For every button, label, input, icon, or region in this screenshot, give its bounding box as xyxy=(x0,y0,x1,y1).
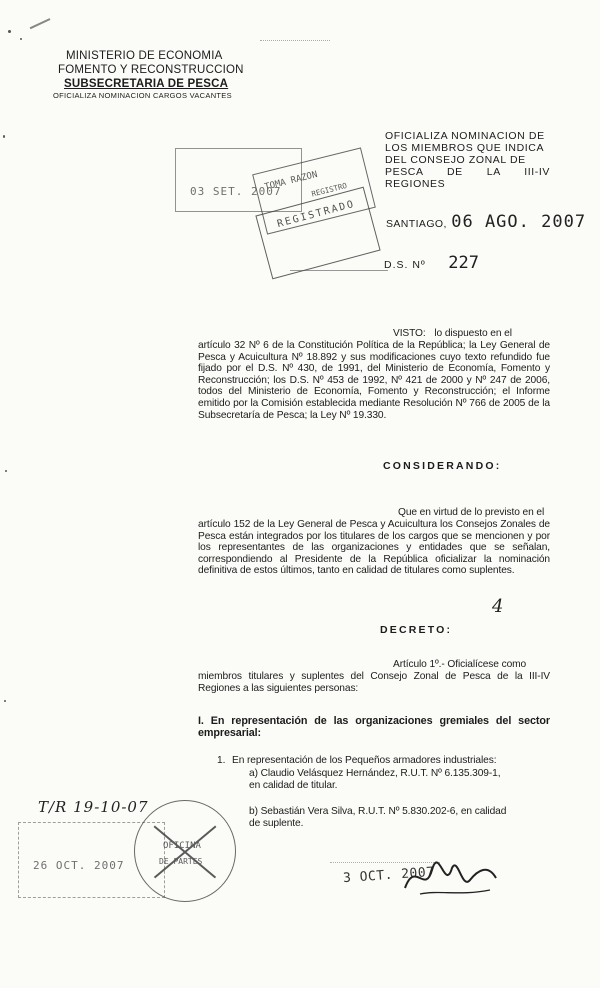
scan-speck xyxy=(20,38,22,40)
oficina-partes-stamp xyxy=(134,800,236,902)
visto-lead: VISTO: xyxy=(393,328,426,339)
decree-title xyxy=(385,130,550,190)
scan-scribble xyxy=(260,28,330,41)
visto-first: lo dispuesto en el xyxy=(434,328,512,339)
visto-first-line xyxy=(393,328,549,340)
articulo-paragraph: miembros titulares y suplentes del Consejo Zonal de Pesca de la III-IV Regiones a las siguientes personas: xyxy=(198,671,550,694)
handwritten-mark: 4 xyxy=(492,596,504,617)
scan-speck xyxy=(4,700,6,702)
visto-paragraph: artículo 32 Nº 6 de la Constitución Política de la República; la Ley General de Pesca y Acuicultura Nº 18.892 y sus modificaciones cuyo texto refundido fue fijado por el D.S. Nº 430, de 1991, del Ministerio de Economía, Fomento y Reconstrucción; los D.S. Nº 453 de 1992, Nº 421 de 2000 y Nº 247 de 2006, todos del Ministerio de Economía, Fomento y Reconstrucción; el Informe emitido por la Comisión establecida mediante Resolución Nº 766 de 2005 de la Subsecretaría de Pesca; la Ley Nº 19.330. xyxy=(198,340,550,421)
item-1b-line-1: b) Sebastián Vera Silva, R.U.T. Nº 5.830.202-6, en calidad xyxy=(249,806,507,817)
ministry-line-1: MINISTERIO DE ECONOMIA xyxy=(66,50,223,62)
registro-text: REGISTRO xyxy=(310,181,348,199)
subsecretaria-label: SUBSECRETARIA DE PESCA xyxy=(64,78,229,90)
decree-date: 06 AGO. 2007 xyxy=(451,212,587,232)
oficina-text: OFICINA xyxy=(163,841,201,851)
handwritten-toma-razon-note: T/R 19-10-07 xyxy=(38,798,149,816)
signature-stroke xyxy=(420,890,490,894)
registrado-text: REGISTRADO xyxy=(276,198,357,231)
articulo-first-line: Artículo 1º.- Oficialícese como xyxy=(393,659,527,670)
title-line-4: PESCA DE LA III-IV REGIONES xyxy=(385,166,550,190)
item-1-number: 1. xyxy=(217,755,226,766)
stamp-box-frame xyxy=(290,270,388,271)
decree-number: 227 xyxy=(448,253,479,273)
considerando-heading: CONSIDERANDO: xyxy=(383,460,502,472)
title-line-3: DEL CONSEJO ZONAL DE xyxy=(385,154,526,166)
signature-date-stamp: 3 OCT. 2007 xyxy=(342,864,436,887)
partes-text: DE PARTES xyxy=(159,857,203,866)
decreto-heading: DECRETO: xyxy=(380,624,453,636)
scan-speck xyxy=(5,470,7,472)
considerando-first-line: Que en virtud de lo previsto en el xyxy=(398,507,545,518)
signature-stroke xyxy=(405,862,496,888)
place-date xyxy=(386,212,586,232)
title-line-1: OFICIALIZA NOMINACION DE xyxy=(385,130,545,142)
scan-scribble xyxy=(30,18,57,42)
item-1-text: En representación de los Pequeños armadores industriales: xyxy=(232,755,497,766)
city-label: SANTIAGO, xyxy=(386,218,447,230)
considerando-paragraph: artículo 152 de la Ley General de Pesca y Acuicultura los Consejos Zonales de Pesca están integrados por los titulares de los cargos que se mencionen y por los representantes de las organizaciones y entidades que se señalan, correspondiendo al Presidente de la República oficializar la nominación definitiva de estos últimos, tanto en calidad de titulares como suplentes. xyxy=(198,519,550,577)
item-1b-line-2: de suplente. xyxy=(249,818,304,829)
subject-short: OFICIALIZA NOMINACION CARGOS VACANTES xyxy=(53,91,232,100)
item-1a-line-2: en calidad de titular. xyxy=(249,780,338,791)
toma-razon-text: TOMA RAZON xyxy=(263,169,319,193)
section-i: I. En representación de las organizaciones gremiales del sector empresarial: xyxy=(198,715,550,739)
item-1a-line-1: a) Claudio Velásquez Hernández, R.U.T. Nº 6.135.309-1, xyxy=(249,768,501,779)
bottom-stamp-date: 26 OCT. 2007 xyxy=(33,859,125,872)
title-line-2: LOS MIEMBROS QUE INDICA xyxy=(385,142,545,154)
signature-scribble xyxy=(400,850,500,900)
decree-number-label: D.S. Nº xyxy=(384,259,426,271)
ministry-line-2: FOMENTO Y RECONSTRUCCION xyxy=(58,64,244,76)
receipt-stamp-date: 03 SET. 2007 xyxy=(190,185,282,198)
scan-speck xyxy=(3,135,5,138)
decree-number-row xyxy=(384,253,479,273)
scan-speck xyxy=(8,30,11,33)
